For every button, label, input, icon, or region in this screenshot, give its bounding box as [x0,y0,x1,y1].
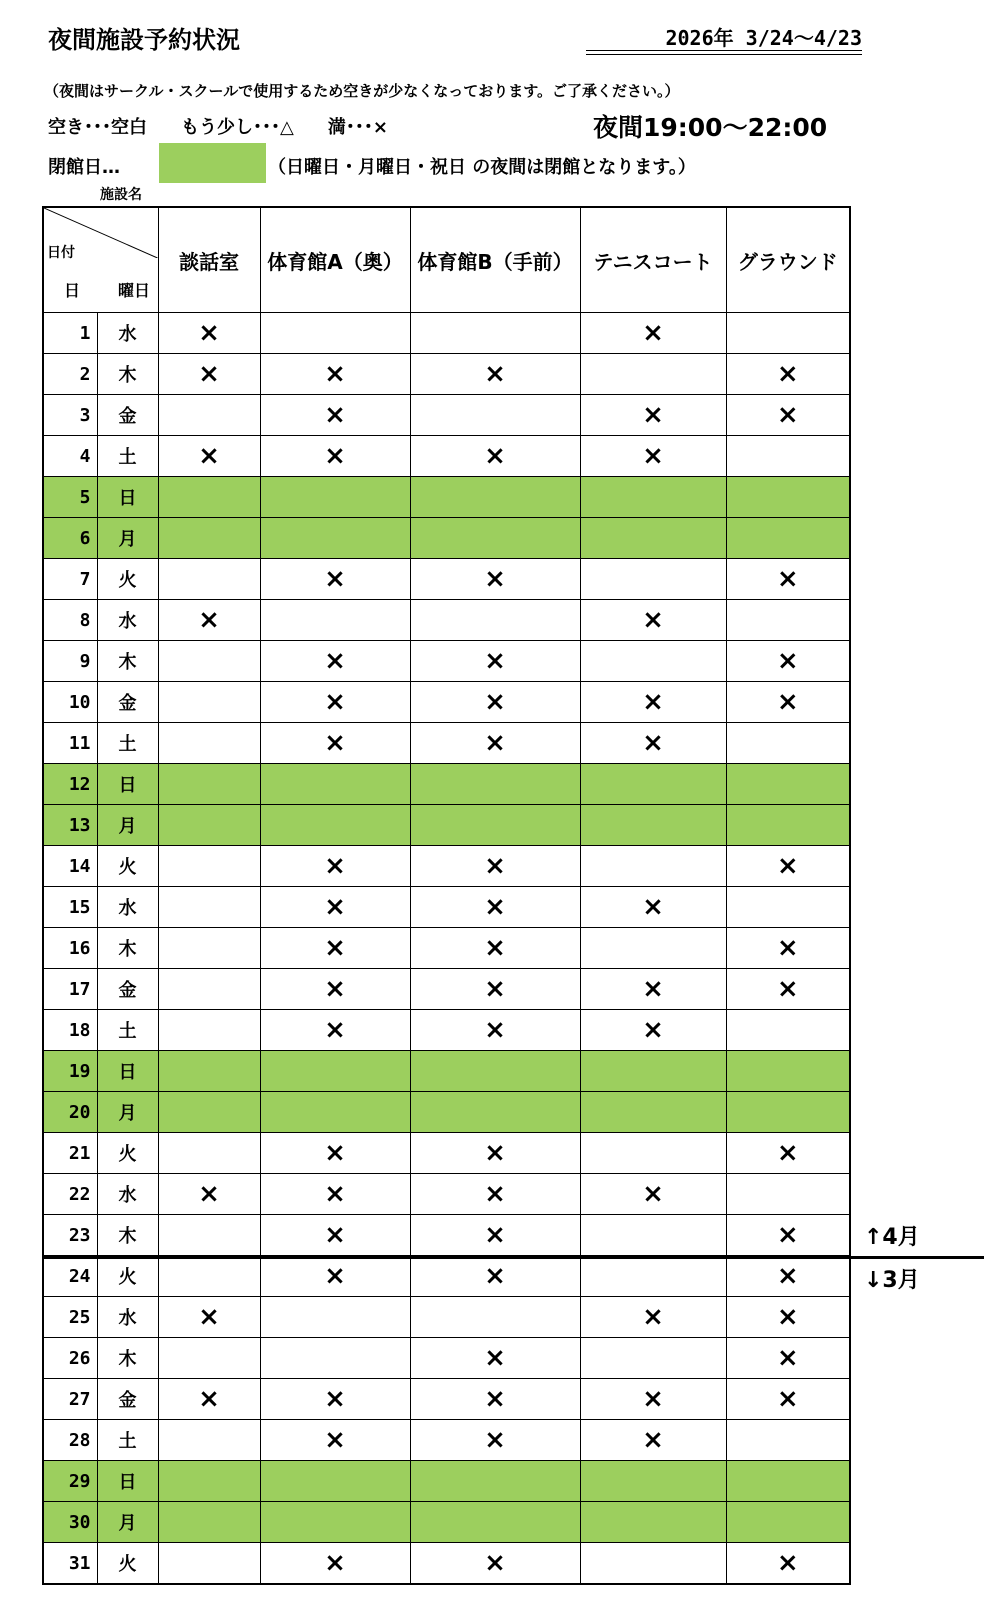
table-row [43,1338,850,1379]
corner-day-label: 日 [64,281,81,300]
availability-cell [580,1543,726,1585]
facility-header: 体育館B（手前） [410,207,580,313]
table-row [43,682,850,723]
day-cell: 8 [43,600,97,641]
availability-cell [260,1297,410,1338]
table-row [43,723,850,764]
availability-cell [726,313,850,354]
availability-cell [580,1502,726,1543]
weekday-cell: 月 [97,805,158,846]
table-row [43,846,850,887]
weekday-cell: 水 [97,313,158,354]
day-cell: 15 [43,887,97,928]
closed-row [43,1461,850,1502]
table-row [43,887,850,928]
availability-cell: × [260,969,410,1010]
legend-free: 空き･･･空白 [48,117,147,138]
availability-cell: × [410,1420,580,1461]
availability-cell [410,395,580,436]
reservation-table [42,206,851,1585]
availability-cell: × [158,1174,260,1215]
availability-cell [158,1502,260,1543]
availability-cell: × [410,682,580,723]
availability-cell: × [260,1379,410,1420]
corner-date-label: 日付 [47,245,75,261]
availability-cell [726,887,850,928]
table-row [43,354,850,395]
availability-cell [260,1338,410,1379]
availability-cell: × [410,846,580,887]
day-cell: 2 [43,354,97,395]
availability-cell [580,1461,726,1502]
availability-cell: × [260,436,410,477]
closed-day-swatch [159,143,266,183]
availability-cell: × [260,928,410,969]
availability-cell [726,600,850,641]
weekday-cell: 火 [97,559,158,600]
availability-cell [410,764,580,805]
facility-header: 談話室 [158,207,260,313]
availability-cell [158,1256,260,1297]
weekday-cell: 水 [97,600,158,641]
facility-header: 体育館A（奥） [260,207,410,313]
day-cell: 6 [43,518,97,559]
weekday-cell: 土 [97,1010,158,1051]
availability-cell: × [410,969,580,1010]
weekday-cell: 日 [97,477,158,518]
availability-cell [580,928,726,969]
availability-cell [158,723,260,764]
availability-cell [158,764,260,805]
availability-cell [260,1502,410,1543]
availability-cell [410,477,580,518]
table-row [43,1543,850,1585]
availability-cell [580,641,726,682]
availability-cell [580,477,726,518]
availability-cell: × [726,1379,850,1420]
day-cell: 28 [43,1420,97,1461]
page-title: 夜間施設予約状況 [48,26,240,54]
availability-cell: × [260,641,410,682]
table-row [43,1215,850,1256]
legend-few: もう少し･･･△ [181,117,294,138]
table-row [43,559,850,600]
period-underline [586,50,862,51]
closed-day-note: （日曜日・月曜日・祝日 の夜間は閉館となります。） [268,157,696,178]
availability-cell: × [260,1215,410,1256]
weekday-cell: 土 [97,436,158,477]
day-cell: 11 [43,723,97,764]
availability-cell: × [580,1420,726,1461]
availability-cell: × [580,313,726,354]
availability-cell [726,805,850,846]
usage-note: （夜間はサークル・スクールで使用するため空きが少なくなっております。ご了承ください。） [44,82,680,100]
day-cell: 30 [43,1502,97,1543]
availability-cell [580,1215,726,1256]
availability-cell [726,764,850,805]
availability-cell [726,1461,850,1502]
table-row [43,1256,850,1297]
availability-cell [260,313,410,354]
availability-cell: × [580,1010,726,1051]
availability-cell [158,1338,260,1379]
weekday-cell: 日 [97,1051,158,1092]
availability-cell: × [726,1338,850,1379]
availability-cell [726,477,850,518]
day-cell: 18 [43,1010,97,1051]
availability-cell [726,1502,850,1543]
day-cell: 22 [43,1174,97,1215]
day-cell: 13 [43,805,97,846]
legend [48,113,422,139]
availability-cell [580,846,726,887]
availability-cell: × [260,723,410,764]
availability-cell [260,1092,410,1133]
availability-cell [158,1461,260,1502]
availability-cell: × [726,395,850,436]
day-cell: 25 [43,1297,97,1338]
period-underline [586,54,862,55]
closed-row [43,518,850,559]
availability-cell: × [726,559,850,600]
availability-cell [580,1256,726,1297]
availability-cell [260,518,410,559]
weekday-cell: 木 [97,641,158,682]
availability-cell: × [158,600,260,641]
availability-cell [410,1051,580,1092]
table-row [43,395,850,436]
availability-cell: × [580,436,726,477]
availability-cell: × [410,928,580,969]
availability-cell: × [726,846,850,887]
availability-cell [410,1461,580,1502]
day-cell: 12 [43,764,97,805]
availability-cell [410,313,580,354]
availability-cell: × [410,1174,580,1215]
table-row [43,1010,850,1051]
availability-cell [410,1092,580,1133]
availability-cell: × [158,313,260,354]
availability-cell [580,1338,726,1379]
availability-cell [410,518,580,559]
closed-row [43,764,850,805]
availability-cell [158,887,260,928]
availability-cell [158,682,260,723]
availability-cell [260,805,410,846]
weekday-cell: 土 [97,723,158,764]
table-row [43,313,850,354]
weekday-cell: 火 [97,1256,158,1297]
availability-cell [726,1010,850,1051]
day-cell: 29 [43,1461,97,1502]
table-row [43,600,850,641]
day-cell: 5 [43,477,97,518]
availability-cell: × [726,354,850,395]
availability-cell [410,1502,580,1543]
availability-cell [158,1051,260,1092]
availability-cell: × [580,395,726,436]
weekday-cell: 火 [97,1133,158,1174]
weekday-cell: 月 [97,518,158,559]
availability-cell: × [410,641,580,682]
corner-cell [43,207,158,313]
weekday-cell: 水 [97,1174,158,1215]
availability-cell [260,1051,410,1092]
availability-cell [158,805,260,846]
availability-cell [260,600,410,641]
weekday-cell: 火 [97,1543,158,1585]
table-row [43,1297,850,1338]
availability-cell [158,1092,260,1133]
table-row [43,1379,850,1420]
availability-cell: × [410,1256,580,1297]
availability-cell: × [726,1256,850,1297]
availability-cell [726,1174,850,1215]
availability-cell [726,723,850,764]
availability-cell [158,928,260,969]
availability-cell [158,1543,260,1585]
availability-cell: × [580,1379,726,1420]
availability-cell [158,395,260,436]
availability-cell: × [260,846,410,887]
closed-row [43,1502,850,1543]
weekday-cell: 日 [97,764,158,805]
facility-header: グラウンド [726,207,850,313]
month-divider [42,1256,984,1259]
closed-row [43,1092,850,1133]
day-cell: 1 [43,313,97,354]
closed-row [43,477,850,518]
weekday-cell: 日 [97,1461,158,1502]
availability-cell [580,764,726,805]
availability-cell [260,1461,410,1502]
availability-cell [158,559,260,600]
corner-weekday-label: 曜日 [118,281,151,300]
availability-cell: × [260,682,410,723]
table-row [43,928,850,969]
availability-cell [158,846,260,887]
availability-cell: × [260,1174,410,1215]
availability-cell: × [726,969,850,1010]
availability-cell [260,764,410,805]
availability-cell [410,1297,580,1338]
availability-cell: × [410,887,580,928]
day-cell: 17 [43,969,97,1010]
availability-cell [726,1420,850,1461]
day-cell: 20 [43,1092,97,1133]
availability-cell: × [260,1543,410,1585]
availability-cell: × [410,723,580,764]
availability-cell: × [260,559,410,600]
day-cell: 10 [43,682,97,723]
availability-cell: × [580,887,726,928]
day-cell: 21 [43,1133,97,1174]
weekday-cell: 木 [97,1338,158,1379]
availability-cell [158,1133,260,1174]
night-hours: 夜間19:00～22:00 [593,113,828,142]
availability-cell: × [410,1379,580,1420]
availability-cell: × [580,600,726,641]
availability-cell: × [410,559,580,600]
availability-cell: × [726,1297,850,1338]
table-row [43,1420,850,1461]
weekday-cell: 土 [97,1420,158,1461]
availability-cell [158,1420,260,1461]
availability-cell [580,1092,726,1133]
availability-cell: × [158,1379,260,1420]
availability-cell [726,1051,850,1092]
availability-cell: × [158,354,260,395]
weekday-cell: 金 [97,1379,158,1420]
availability-cell: × [410,1010,580,1051]
day-cell: 19 [43,1051,97,1092]
availability-cell: × [410,1215,580,1256]
availability-cell: × [410,436,580,477]
weekday-cell: 水 [97,1297,158,1338]
availability-cell [580,805,726,846]
availability-cell [260,477,410,518]
availability-cell: × [260,1256,410,1297]
availability-cell [158,1215,260,1256]
availability-cell [158,969,260,1010]
table-row [43,1174,850,1215]
month-marker-march: ↓3月 [864,1268,920,1293]
availability-cell: × [410,1543,580,1585]
availability-cell: × [260,1420,410,1461]
closed-row [43,805,850,846]
weekday-cell: 水 [97,887,158,928]
availability-cell: × [726,1133,850,1174]
day-cell: 7 [43,559,97,600]
weekday-cell: 月 [97,1092,158,1133]
weekday-cell: 木 [97,354,158,395]
availability-cell: × [410,1133,580,1174]
table-row [43,641,850,682]
availability-cell: × [158,1297,260,1338]
day-cell: 31 [43,1543,97,1585]
availability-cell: × [580,1297,726,1338]
weekday-cell: 木 [97,1215,158,1256]
availability-cell [580,518,726,559]
closed-day-label: 閉館日… [48,157,120,178]
weekday-cell: 金 [97,682,158,723]
availability-cell: × [410,354,580,395]
availability-cell [726,518,850,559]
availability-cell: × [726,682,850,723]
day-cell: 24 [43,1256,97,1297]
day-cell: 16 [43,928,97,969]
month-marker-april: ↑4月 [864,1225,920,1250]
availability-cell [580,559,726,600]
facility-header: テニスコート [580,207,726,313]
availability-cell: × [726,1543,850,1585]
table-header-row [43,207,850,313]
legend-full: 満･･･× [327,117,388,138]
day-cell: 27 [43,1379,97,1420]
availability-cell [158,1010,260,1051]
weekday-cell: 火 [97,846,158,887]
availability-cell [158,477,260,518]
availability-cell: × [260,887,410,928]
availability-cell: × [410,1338,580,1379]
availability-cell: × [260,1133,410,1174]
weekday-cell: 金 [97,969,158,1010]
availability-cell: × [158,436,260,477]
closed-row [43,1051,850,1092]
day-cell: 9 [43,641,97,682]
facility-label: 施設名 [100,187,142,203]
period-range: 2026年 3/24～4/23 [665,26,862,50]
weekday-cell: 木 [97,928,158,969]
availability-cell: × [726,1215,850,1256]
availability-cell: × [260,354,410,395]
availability-cell [158,641,260,682]
day-cell: 26 [43,1338,97,1379]
availability-cell: × [580,723,726,764]
availability-cell [580,354,726,395]
availability-cell [580,1133,726,1174]
availability-cell: × [726,641,850,682]
table-row [43,1133,850,1174]
availability-cell: × [580,682,726,723]
day-cell: 23 [43,1215,97,1256]
weekday-cell: 月 [97,1502,158,1543]
availability-cell [410,805,580,846]
availability-cell: × [726,928,850,969]
availability-cell [158,518,260,559]
availability-cell: × [260,395,410,436]
day-cell: 14 [43,846,97,887]
day-cell: 4 [43,436,97,477]
availability-cell [580,1051,726,1092]
weekday-cell: 金 [97,395,158,436]
day-cell: 3 [43,395,97,436]
availability-cell [726,436,850,477]
availability-cell: × [580,969,726,1010]
availability-cell [726,1092,850,1133]
availability-cell: × [260,1010,410,1051]
availability-cell: × [580,1174,726,1215]
table-row [43,436,850,477]
availability-cell [410,600,580,641]
table-row [43,969,850,1010]
